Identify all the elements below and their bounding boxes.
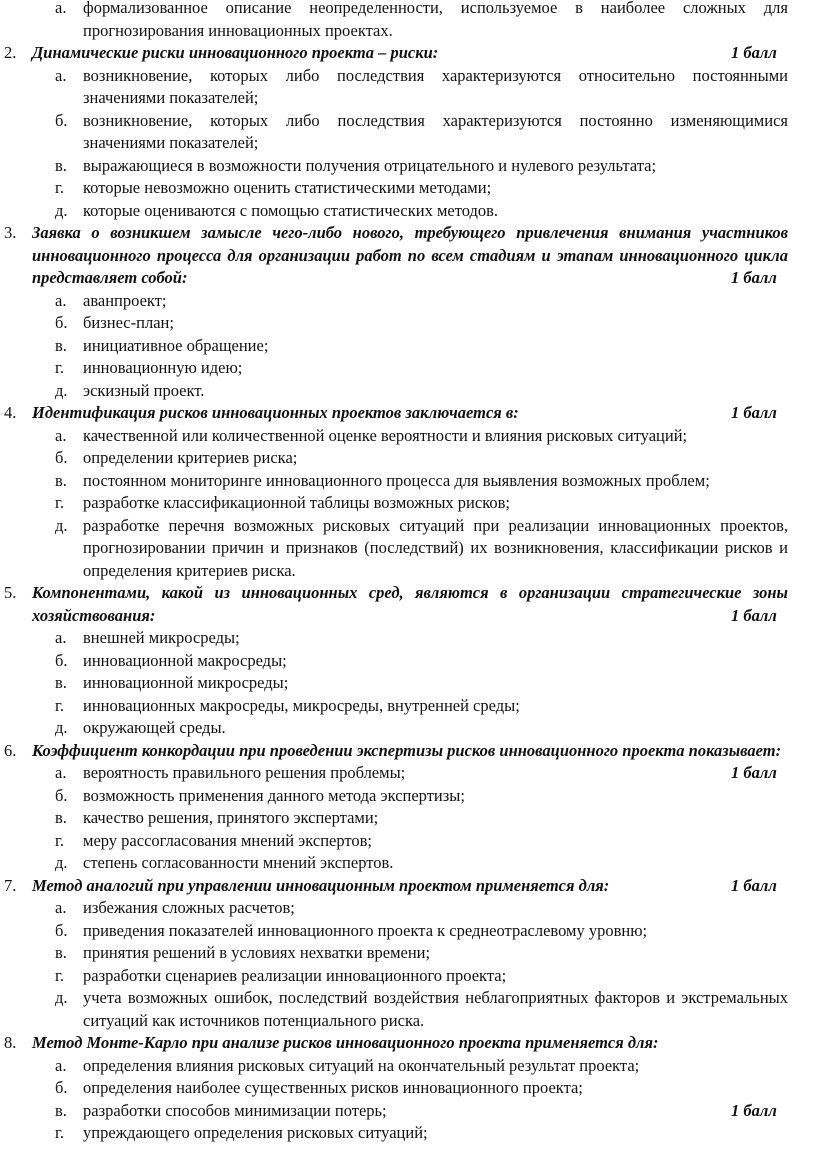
answer-letter: г. — [55, 493, 65, 512]
answer-letter: д. — [55, 515, 68, 535]
answer-option — [0, 492, 816, 515]
points-label: 1 балл — [731, 1100, 777, 1120]
answer-letter: а. — [55, 1055, 67, 1075]
answer-letter: г. — [55, 695, 65, 715]
answer-option — [0, 672, 816, 695]
answer-option — [0, 425, 816, 448]
answer-text: бизнес-план; — [83, 313, 174, 332]
answer-text: внешней микросреды; — [83, 628, 240, 647]
answer-option — [0, 0, 816, 42]
answer-text: упреждающего определения рисковых ситуаций; — [83, 1123, 428, 1142]
answer-option — [0, 987, 816, 1032]
answer-letter: б. — [55, 650, 68, 670]
answer-letter: д. — [55, 718, 68, 737]
question-text: Коэффициент конкордации при проведении экспертизы рисков инновационного проекта показывает: — [32, 740, 782, 760]
answer-text: определения наиболее существенных рисков инновационного проекта; — [83, 1078, 583, 1097]
answer-option — [0, 920, 816, 943]
answer-option — [0, 447, 816, 470]
points-label: 1 балл — [731, 763, 777, 782]
answer-text: возникновение, которых либо последствия характеризуются постоянно изменяющимися значениями показателей; — [83, 110, 788, 152]
question-3 — [0, 222, 816, 290]
answer-text: степень согласованности мнений экспертов. — [83, 853, 394, 872]
answer-letter: в. — [55, 808, 67, 827]
answer-option — [0, 695, 816, 718]
answer-letter: в. — [55, 470, 67, 490]
question-text: Заявка о возникшем замысле чего-либо нового, требующего привлечения внимания участников инновационного процесса для организации работ по всем стадиям и этапам инновационного цикла представляет собой: — [32, 223, 788, 287]
answer-letter: б. — [55, 313, 68, 332]
question-4 — [0, 402, 816, 425]
answer-letter: г. — [55, 358, 65, 377]
question-number: 7. — [4, 875, 17, 895]
question-number: 8. — [4, 1033, 17, 1052]
question-text: Метод аналогий при управлении инновационным проектом применяется для: — [32, 875, 610, 895]
answer-option — [0, 1100, 816, 1123]
question-2 — [0, 42, 816, 65]
answer-letter: д. — [55, 988, 68, 1007]
answer-option — [0, 290, 816, 313]
answer-text: приведения показателей инновационного проекта к среднеотраслевому уровню; — [83, 920, 648, 940]
answer-text: определении критериев риска; — [83, 448, 298, 467]
answer-letter: в. — [55, 943, 67, 962]
answer-option — [0, 1055, 816, 1078]
answer-letter: г. — [55, 830, 65, 850]
answer-letter: г. — [55, 1123, 65, 1142]
answer-text: окружающей среды. — [83, 718, 226, 737]
answer-option — [0, 785, 816, 808]
answer-option — [0, 762, 816, 785]
question-text: Динамические риски инновационного проекта – риски: — [32, 43, 439, 62]
points-label: 1 балл — [731, 43, 777, 62]
question-number: 4. — [4, 403, 17, 422]
answer-letter: а. — [55, 65, 67, 85]
answer-letter: г. — [55, 178, 65, 197]
answer-text: постоянном мониторинге инновационного процесса для выявления возможных проблем; — [83, 470, 710, 490]
answer-option — [0, 830, 816, 853]
answer-text: принятия решений в условиях нехватки времени; — [83, 943, 431, 962]
answer-text: учета возможных ошибок, последствий воздействия неблагоприятных факторов и экстремальных ситуаций как источников потенциального риска. — [83, 988, 788, 1030]
answer-letter: б. — [55, 1078, 68, 1097]
answer-text: разработки сценариев реализации инновационного проекта; — [83, 965, 507, 985]
answer-letter: б. — [55, 920, 68, 940]
answer-option — [0, 312, 816, 335]
question-8 — [0, 1032, 816, 1055]
answer-text: аванпроект; — [83, 290, 167, 310]
answer-text: инновационных макросреды, микросреды, внутренней среды; — [83, 695, 520, 715]
answer-text: разработки способов минимизации потерь; — [83, 1100, 387, 1120]
points-label: 1 балл — [731, 605, 777, 625]
answer-letter: б. — [55, 448, 68, 467]
points-label: 1 балл — [731, 875, 777, 895]
answer-option — [0, 897, 816, 920]
answer-letter: д. — [55, 200, 68, 220]
answer-option — [0, 177, 816, 200]
answer-letter: г. — [55, 965, 65, 985]
answer-text: инновационной макросреды; — [83, 650, 287, 670]
answer-text: определения влияния рисковых ситуаций на окончательный результат проекта; — [83, 1055, 640, 1075]
answer-option — [0, 627, 816, 650]
answer-option — [0, 852, 816, 875]
points-label: 1 балл — [731, 268, 777, 287]
answer-option — [0, 357, 816, 380]
answer-letter: в. — [55, 1100, 67, 1120]
answer-letter: в. — [55, 155, 67, 175]
answer-option — [0, 650, 816, 673]
answer-option — [0, 807, 816, 830]
question-7 — [0, 875, 816, 898]
answer-text: инновационной микросреды; — [83, 673, 289, 692]
question-number: 6. — [4, 740, 17, 760]
answer-letter: а. — [55, 425, 67, 445]
question-text: Компонентами, какой из инновационных сред, являются в организации стратегические зоны хозяйствования: — [32, 583, 788, 625]
answer-letter: а. — [55, 0, 67, 17]
answer-text: выражающиеся в возможности получения отрицательного и нулевого результата; — [83, 155, 657, 175]
answer-text: эскизный проект. — [83, 380, 205, 400]
answer-text: формализованное описание неопределенности, используемое в наиболее сложных для прогнозирования инновационных проектах. — [83, 0, 788, 40]
answer-text: разработке классификационной таблицы возможных рисков; — [83, 493, 511, 512]
answer-option — [0, 942, 816, 965]
answer-option — [0, 515, 816, 583]
question-number: 2. — [4, 43, 17, 62]
answer-letter: а. — [55, 763, 67, 782]
points-label: 1 балл — [731, 403, 777, 422]
answer-option — [0, 965, 816, 988]
answer-text: избежания сложных расчетов; — [83, 898, 295, 917]
answer-text: вероятность правильного решения проблемы; — [83, 763, 406, 782]
answer-option — [0, 717, 816, 740]
answer-text: возможность применения данного метода экспертизы; — [83, 785, 465, 805]
question-number: 5. — [4, 583, 17, 602]
answer-option — [0, 335, 816, 358]
answer-text: разработке перечня возможных рисковых ситуаций при реализации инновационных проектов, прогнозировании причин и признаков (последствий) их возникновения, классификации рисков и определения критериев риска. — [83, 515, 788, 580]
answer-text: которые оцениваются с помощью статистических методов. — [83, 200, 499, 220]
answer-letter: б. — [55, 110, 68, 130]
answer-letter: в. — [55, 673, 67, 692]
question-text: Метод Монте-Карло при анализе рисков инновационного проекта применяется для: — [32, 1033, 659, 1052]
question-number: 3. — [4, 223, 17, 242]
answer-letter: д. — [55, 380, 68, 400]
answer-text: инновационную идею; — [83, 358, 243, 377]
answer-option — [0, 155, 816, 178]
answer-option — [0, 380, 816, 403]
answer-option — [0, 1122, 816, 1145]
answer-option — [0, 200, 816, 223]
answer-text: возникновение, которых либо последствия характеризуются относительно постоянными значениями показателей; — [83, 65, 788, 107]
answer-text: качество решения, принятого экспертами; — [83, 808, 379, 827]
answer-letter: а. — [55, 628, 67, 647]
answer-letter: б. — [55, 785, 68, 805]
answer-option — [0, 1077, 816, 1100]
answer-letter: а. — [55, 290, 67, 310]
answer-letter: в. — [55, 335, 67, 355]
answer-option — [0, 470, 816, 493]
answer-letter: а. — [55, 898, 67, 917]
question-5 — [0, 582, 816, 627]
answer-option — [0, 65, 816, 110]
answer-text: инициативное обращение; — [83, 335, 269, 355]
answer-letter: д. — [55, 853, 68, 872]
question-text: Идентификация рисков инновационных проектов заключается в: — [32, 403, 519, 422]
answer-option — [0, 110, 816, 155]
answer-text: которые невозможно оценить статистическими методами; — [83, 178, 492, 197]
answer-text: меру рассогласования мнений экспертов; — [83, 830, 372, 850]
answer-text: качественной или количественной оценке вероятности и влияния рисковых ситуаций; — [83, 425, 688, 445]
